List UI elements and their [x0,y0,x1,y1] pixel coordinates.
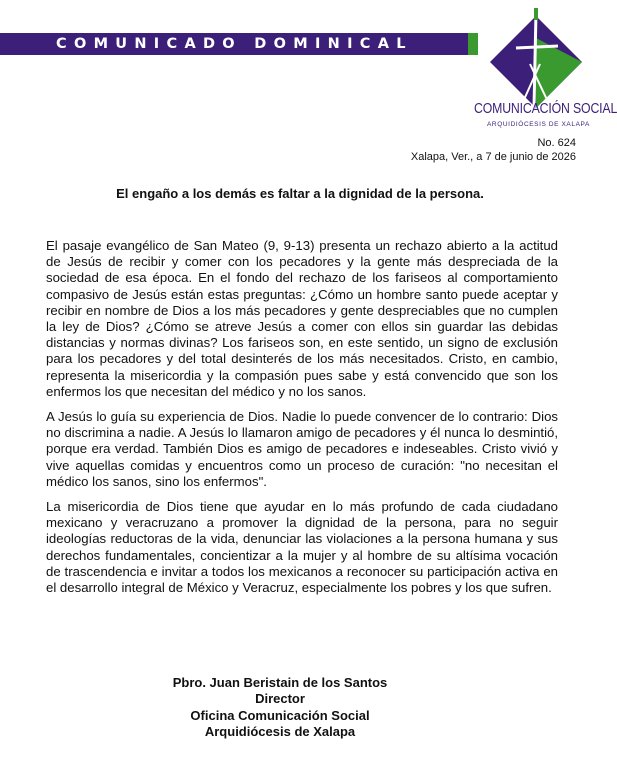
signature-office: Oficina Comunicación Social [190,707,370,723]
document-number: No. 624 [537,137,576,149]
signature-role: Director [255,691,305,707]
document-title: El engaño a los demás es faltar a la dignidad de la persona. [116,186,484,201]
signature-block [0,675,560,740]
header-bar-accent [468,33,478,55]
logo-subtitle: ARQUIDIÓCESIS DE XALAPA [487,121,590,128]
document-place-date: Xalapa, Ver., a 7 de junio de 2026 [410,151,576,163]
document-body [46,238,558,605]
signature-name: Pbro. Juan Beristain de los Santos [172,675,388,690]
header-title: COMUNICADO DOMINICAL [56,36,413,52]
signature-institution: Arquidiócesis de Xalapa [204,723,356,739]
logo-organization-name: COMUNICACIÓN SOCIAL [474,100,617,117]
body-paragraph: La misericordia de Dios tiene que ayudar en lo más profundo de cada ciudadano mexicano y veracruzano a promover la dignidad de la persona, para no seguir ideologías reductoras de la vida, denunciar las violaciones a la persona humana y sus derechos fundamentales, concientizar a la mujer y al hombre de su altísima vocación de trascendencia e invitar a todos los mexicanos a reconocer su participación activa en el desarrollo integral de México y Veracruz, especialmente los pobres y los que sufren. [46,499,558,596]
body-paragraph: A Jesús lo guía su experiencia de Dios. Nadie lo puede convencer de lo contrario: Dios no discrimina a nadie. A Jesús lo llamaron amigo de pecadores y él nunca lo desmintió, porque era verdad. También Dios es amigo de pecadores e indeseables. Cristo vivió y vive aquellas comidas y encuentros como un proceso de curación: "no necesitan el médico los sanos, sino los enfermos". [46,409,558,489]
body-paragraph: El pasaje evangélico de San Mateo (9, 9-13) presenta un rechazo abierto a la actitud de Jesús de recibir y comer con los pecadores y la gente más despreciada de la sociedad de esa época. En el fondo del rechazo de los fariseos al comportamiento compasivo de Jesús están estas preguntas: ¿Cómo un hombre santo puede aceptar y recibir en nombre de Dios a los más pecadores y gente despreciables que no cumplen la ley de Dios? ¿Cómo se atreve Jesús a comer con ellos sin guardar las debidas distancias y normas divinas? Los fariseos son, en este sentido, un signo de exclusión para los pecadores y del total desinterés de los más necesitados. Cristo, en cambio, representa la misericordia y la compasión pues sabe y está convencido que son los enfermos los que necesitan del médico y no los sanos. [46,238,558,399]
